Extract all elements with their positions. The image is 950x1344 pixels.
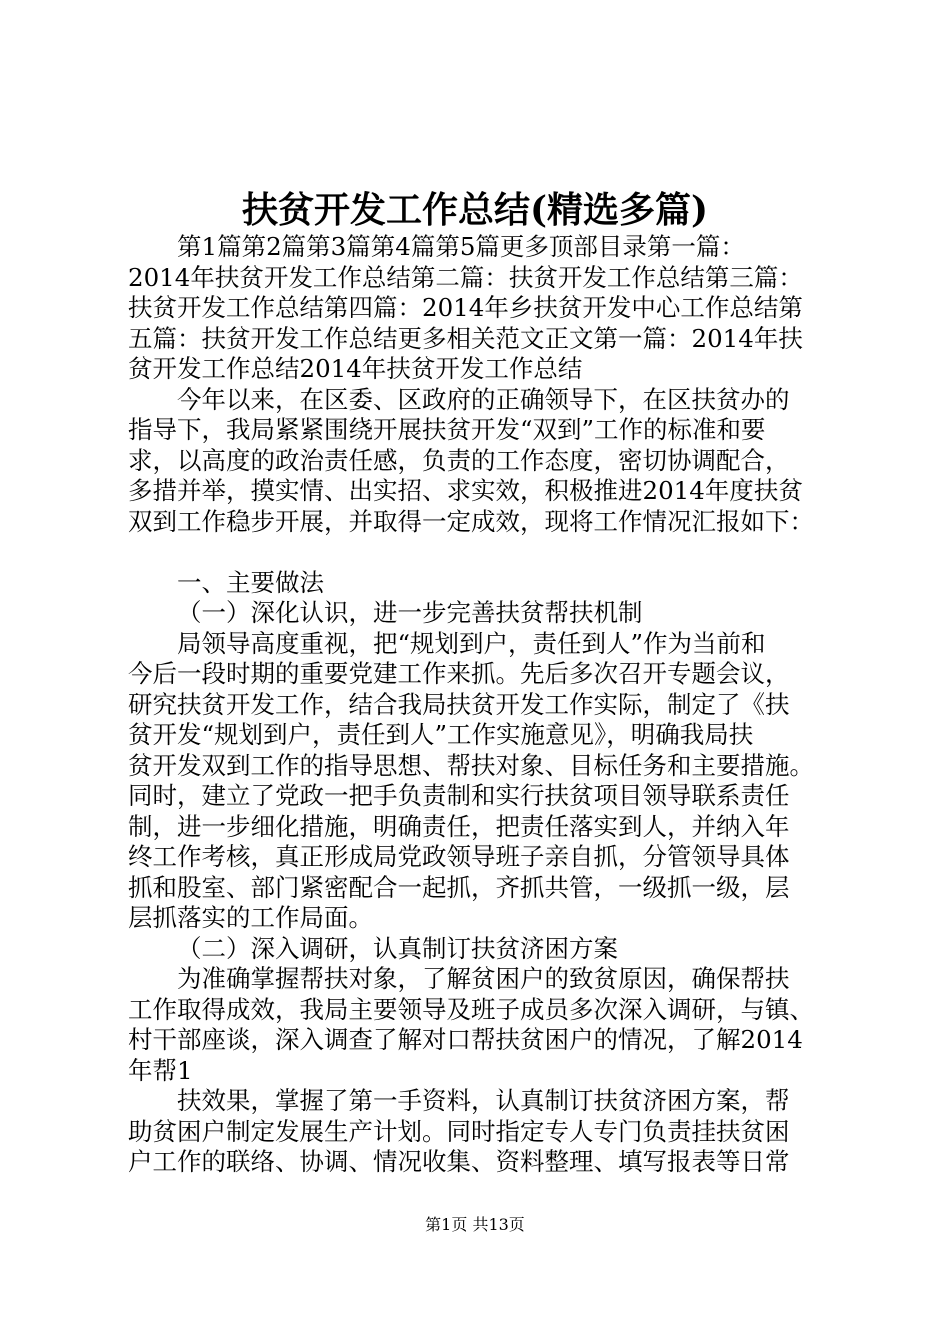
body-paragraph bbox=[128, 1086, 833, 1178]
text-line: 今年以来，在区委、区政府的正确领导下，在区扶贫办的 bbox=[177, 384, 790, 414]
text-line: 制，进一步细化措施，明确责任，把责任落实到人，并纳入年 bbox=[128, 811, 790, 841]
page-number-footer: 第1页 共13页 bbox=[425, 1215, 525, 1234]
text-line: 扶贫开发工作总结第四篇：2014年乡扶贫开发中心工作总结第 bbox=[128, 293, 803, 322]
text-line: 求，以高度的政治责任感，负责的工作态度，密切协调配合， bbox=[128, 445, 790, 475]
body-paragraph bbox=[128, 629, 833, 934]
text-line: 指导下，我局紧紧围绕开展扶贫开发“双到”工作的标准和要 bbox=[128, 415, 766, 444]
text-line: 助贫困户制定发展生产计划。同时指定专人专门负责挂扶贫困 bbox=[128, 1116, 790, 1146]
text-line: 同时，建立了党政一把手负责制和实行扶贫项目领导联系责任 bbox=[128, 781, 790, 810]
subsection-heading: （二）深入调研，认真制订扶贫济困方案 bbox=[177, 933, 618, 963]
text-line: 2014年扶贫开发工作总结第二篇：扶贫开发工作总结第三篇： bbox=[128, 262, 803, 292]
text-line: 户工作的联络、协调、情况收集、资料整理、填写报表等日常 bbox=[128, 1147, 790, 1176]
text-line: 第1篇第2篇第3篇第4篇第5篇更多顶部目录第一篇： bbox=[177, 232, 745, 261]
text-line: 双到工作稳步开展，并取得一定成效，现将工作情况汇报如下： bbox=[128, 506, 814, 536]
text-line: 年帮1 bbox=[128, 1055, 193, 1085]
text-line: 五篇：扶贫开发工作总结更多相关范文正文第一篇：2014年扶 bbox=[128, 323, 803, 353]
section-heading: 一、主要做法 bbox=[177, 567, 324, 597]
paragraph-gap bbox=[128, 537, 833, 568]
text-line: 村干部座谈，深入调查了解对口帮扶贫困户的情况，了解2014 bbox=[128, 1025, 803, 1054]
subsection-heading: （一）深化认识，进一步完善扶贫帮扶机制 bbox=[177, 598, 643, 627]
text-line: 今后一段时期的重要党建工作来抓。先后多次召开专题会议， bbox=[128, 659, 790, 688]
intro-paragraph bbox=[128, 385, 833, 538]
text-line: 扶效果，掌握了第一手资料，认真制订扶贫济困方案，帮 bbox=[177, 1086, 790, 1115]
text-line: 贫开发“规划到户，责任到人”工作实施意见》，明确我局扶 bbox=[128, 720, 754, 749]
text-line: 终工作考核，真正形成局党政领导班子亲自抓，分管领导具体 bbox=[128, 842, 790, 871]
text-line: 贫开发双到工作的指导思想、帮扶对象、目标任务和主要措施。 bbox=[128, 750, 814, 780]
text-line: 层抓落实的工作局面。 bbox=[128, 903, 373, 932]
text-line: 工作取得成效，我局主要领导及班子成员多次深入调研，与镇、 bbox=[128, 994, 814, 1024]
text-line: 抓和股室、部门紧密配合一起抓，齐抓共管，一级抓一级，层 bbox=[128, 872, 790, 902]
document-title: 扶贫开发工作总结(精选多篇) bbox=[241, 189, 709, 231]
toc-paragraph bbox=[128, 232, 833, 385]
text-line: 为准确掌握帮扶对象，了解贫困户的致贫原因，确保帮扶 bbox=[177, 964, 790, 993]
text-line: 贫开发工作总结2014年扶贫开发工作总结 bbox=[128, 354, 583, 383]
body-paragraph bbox=[128, 964, 833, 1086]
document-body bbox=[128, 232, 833, 1178]
text-line: 多措并举，摸实情、出实招、求实效，积极推进2014年度扶贫 bbox=[128, 476, 803, 505]
text-line: 研究扶贫开发工作，结合我局扶贫开发工作实际，制定了《扶 bbox=[128, 689, 790, 719]
text-line: 局领导高度重视，把“规划到户，责任到人”作为当前和 bbox=[177, 628, 766, 658]
